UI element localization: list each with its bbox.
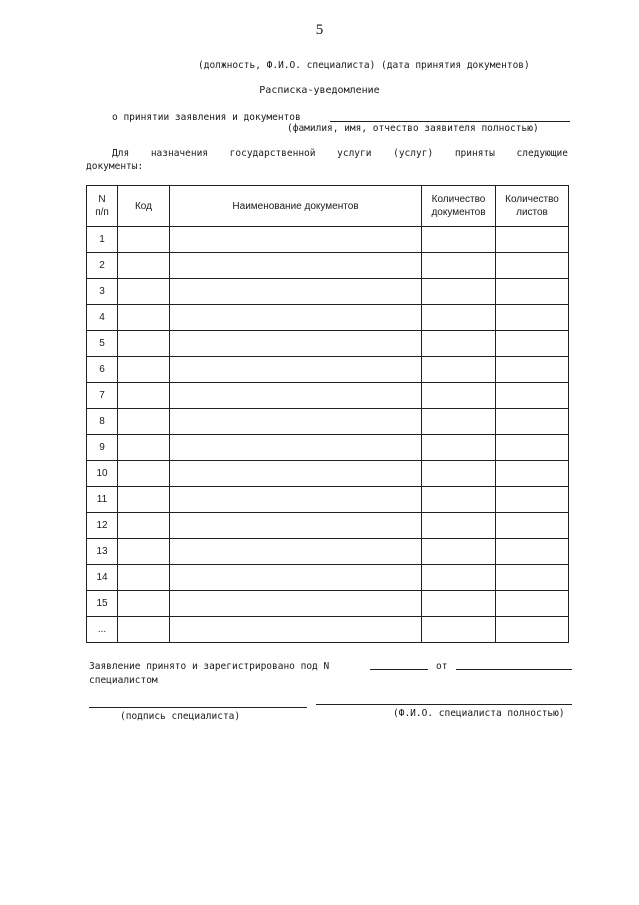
code-cell: [118, 513, 170, 539]
page-number: 5: [315, 22, 324, 38]
row-number-cell: 2: [87, 253, 118, 279]
row-number-cell: 5: [87, 331, 118, 357]
doc-count-cell: [422, 357, 496, 383]
header-doc-count: [422, 186, 496, 227]
doc-count-cell: [422, 279, 496, 305]
table-row: [87, 487, 569, 513]
doc-name-cell: [170, 591, 422, 617]
table-row: [87, 513, 569, 539]
sheet-count-cell: [496, 409, 569, 435]
code-cell: [118, 279, 170, 305]
intro-line-1: Для назначения государственной услуги (услуг) приняты следующие: [112, 148, 568, 159]
code-cell: [118, 487, 170, 513]
row-number-cell: 12: [87, 513, 118, 539]
code-cell: [118, 565, 170, 591]
table-row: [87, 409, 569, 435]
doc-count-cell: [422, 565, 496, 591]
table-row: [87, 253, 569, 279]
doc-count-cell: [422, 253, 496, 279]
doc-name-cell: [170, 279, 422, 305]
table-row: [87, 357, 569, 383]
sheet-count-cell: [496, 227, 569, 253]
registration-number-line: [370, 669, 428, 670]
row-number-cell: 10: [87, 461, 118, 487]
row-number-cell: 4: [87, 305, 118, 331]
doc-name-cell: [170, 461, 422, 487]
sheet-count-cell: [496, 331, 569, 357]
row-number-cell: 3: [87, 279, 118, 305]
table-row: [87, 227, 569, 253]
code-cell: [118, 539, 170, 565]
sheet-count-cell: [496, 435, 569, 461]
doc-count-cell: [422, 383, 496, 409]
code-cell: [118, 409, 170, 435]
doc-count-cell: [422, 539, 496, 565]
sheet-count-cell: [496, 617, 569, 643]
registration-from-label: от: [436, 661, 448, 672]
intro-line-2: документы:: [86, 161, 144, 172]
row-number-cell: 13: [87, 539, 118, 565]
doc-name-cell: [170, 305, 422, 331]
doc-count-cell: [422, 435, 496, 461]
sheet-count-cell: [496, 253, 569, 279]
header-code: Код: [118, 186, 170, 227]
sheet-count-cell: [496, 539, 569, 565]
sheet-count-cell: [496, 591, 569, 617]
doc-name-cell: [170, 617, 422, 643]
doc-name-cell: [170, 383, 422, 409]
doc-count-cell: [422, 331, 496, 357]
table-row: [87, 331, 569, 357]
doc-name-cell: [170, 435, 422, 461]
table-row: [87, 279, 569, 305]
specialist-name-caption: (Ф.И.О. специалиста полностью): [393, 708, 565, 719]
doc-count-cell: [422, 227, 496, 253]
doc-count-cell: [422, 617, 496, 643]
doc-name-cell: [170, 253, 422, 279]
table-row: [87, 461, 569, 487]
row-number-cell: 9: [87, 435, 118, 461]
sheet-count-cell: [496, 565, 569, 591]
row-number-cell: 8: [87, 409, 118, 435]
registration-specialist-label: специалистом: [89, 675, 158, 686]
table-row: [87, 591, 569, 617]
doc-count-cell: [422, 409, 496, 435]
table-row: [87, 539, 569, 565]
documents-table: [86, 185, 569, 643]
doc-name-cell: [170, 565, 422, 591]
doc-count-cell: [422, 487, 496, 513]
code-cell: [118, 227, 170, 253]
row-number-cell: 11: [87, 487, 118, 513]
code-cell: [118, 357, 170, 383]
row-number-cell: 1: [87, 227, 118, 253]
sheet-count-cell: [496, 383, 569, 409]
header-doc-name: Наименование документов: [170, 186, 422, 227]
header-sheet-count: [496, 186, 569, 227]
sheet-count-cell: [496, 487, 569, 513]
doc-name-cell: [170, 513, 422, 539]
specialist-name-line: [316, 704, 572, 705]
code-cell: [118, 435, 170, 461]
code-cell: [118, 253, 170, 279]
document-title: Расписка-уведомление: [259, 85, 380, 96]
row-number-cell: 14: [87, 565, 118, 591]
doc-name-cell: [170, 409, 422, 435]
sheet-count-cell: [496, 357, 569, 383]
receipt-label: о принятии заявления и документов: [112, 112, 301, 123]
row-number-cell: ...: [87, 617, 118, 643]
header-caption: (должность, Ф.И.О. специалиста) (дата принятия документов): [198, 60, 530, 71]
registration-text: Заявление принято и зарегистрировано под N: [89, 661, 330, 672]
header-doc-count-line2: документов: [431, 207, 486, 218]
table-header-row: [87, 186, 569, 227]
registration-date-line: [456, 669, 572, 670]
code-cell: [118, 305, 170, 331]
doc-name-cell: [170, 539, 422, 565]
header-num-line2: п/п: [95, 207, 109, 218]
table-row: [87, 617, 569, 643]
table-row: [87, 305, 569, 331]
doc-name-cell: [170, 227, 422, 253]
applicant-caption: (фамилия, имя, отчество заявителя полностью): [287, 123, 539, 134]
table-row: [87, 435, 569, 461]
code-cell: [118, 617, 170, 643]
header-sheet-count-line2: листов: [516, 207, 548, 218]
row-number-cell: 15: [87, 591, 118, 617]
header-doc-count-line1: Количество: [431, 194, 486, 205]
code-cell: [118, 383, 170, 409]
signature-line: [89, 707, 307, 708]
doc-count-cell: [422, 305, 496, 331]
sheet-count-cell: [496, 279, 569, 305]
table-row: [87, 565, 569, 591]
doc-name-cell: [170, 357, 422, 383]
doc-count-cell: [422, 513, 496, 539]
table-row: [87, 383, 569, 409]
sheet-count-cell: [496, 461, 569, 487]
signature-caption: (подпись специалиста): [120, 711, 241, 722]
code-cell: [118, 461, 170, 487]
header-num: [87, 186, 118, 227]
sheet-count-cell: [496, 513, 569, 539]
code-cell: [118, 331, 170, 357]
sheet-count-cell: [496, 305, 569, 331]
row-number-cell: 7: [87, 383, 118, 409]
row-number-cell: 6: [87, 357, 118, 383]
code-cell: [118, 591, 170, 617]
doc-count-cell: [422, 591, 496, 617]
header-num-line1: N: [98, 194, 106, 205]
header-sheet-count-line1: Количество: [505, 194, 559, 205]
doc-count-cell: [422, 461, 496, 487]
applicant-name-line: [330, 121, 570, 122]
doc-name-cell: [170, 331, 422, 357]
doc-name-cell: [170, 487, 422, 513]
